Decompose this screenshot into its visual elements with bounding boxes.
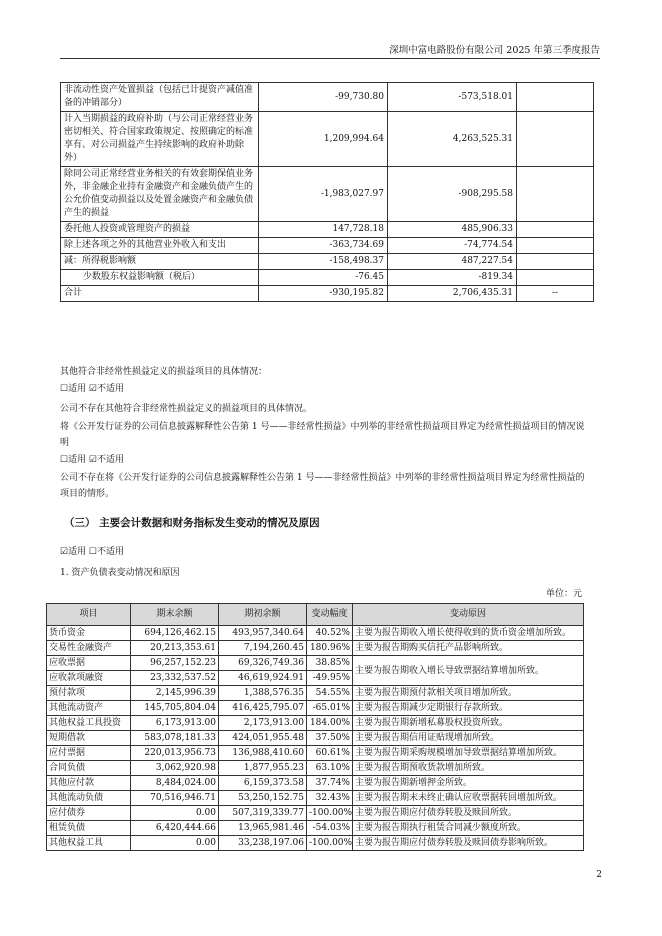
change-reason: 主要为报告期应付债券转股及赎回所致。 <box>353 806 584 821</box>
change-reason: 主要为报告期收入增长导致票据结算增加所致。 <box>353 656 584 686</box>
end-balance: 0.00 <box>131 806 219 821</box>
label: 少数股东权益影响额（税后） <box>61 270 259 286</box>
table-row <box>47 776 584 791</box>
item-name: 货币资金 <box>47 626 131 641</box>
begin-balance: 1,388,576.35 <box>219 686 307 701</box>
applicability-checkbox-1: ☐适用 ☑不适用 <box>60 384 124 394</box>
header-item: 项目 <box>47 604 131 626</box>
change-percent: -54.03% <box>307 821 353 836</box>
end-balance: 220,013,956.73 <box>131 746 219 761</box>
begin-balance: 507,319,339.77 <box>219 806 307 821</box>
table-row <box>47 761 584 776</box>
value-note <box>517 270 594 286</box>
item-name: 其他权益工具 <box>47 836 131 851</box>
item-name: 租赁负债 <box>47 821 131 836</box>
change-reason: 主要为报告期新增私募股权投资所致。 <box>353 716 584 731</box>
change-percent: 63.10% <box>307 761 353 776</box>
table-row <box>61 270 594 286</box>
header-begin-balance: 期初余额 <box>219 604 307 626</box>
value-current: -1,983,027.97 <box>259 167 388 222</box>
value-ytd: 2,706,435.31 <box>388 286 517 302</box>
end-balance: 20,213,353.61 <box>131 641 219 656</box>
value-current: -930,195.82 <box>259 286 388 302</box>
label: 除同公司正常经营业务相关的有效套期保值业务外，非金融企业持有金融资产和金融负债产生的公允价值变动损益以及处置金融资产和金融负债产生的损益 <box>61 167 259 222</box>
end-balance: 96,257,152.23 <box>131 656 219 671</box>
table-row <box>47 821 584 836</box>
table-row <box>47 731 584 746</box>
value-current: 147,728.18 <box>259 222 388 238</box>
label: 合计 <box>61 286 259 302</box>
header-change: 变动幅度 <box>307 604 353 626</box>
item-name: 应付债券 <box>47 806 131 821</box>
table-row <box>61 286 594 302</box>
value-ytd: -908,295.58 <box>388 167 517 222</box>
change-percent: 32.43% <box>307 791 353 806</box>
table-row <box>47 791 584 806</box>
change-reason: 主要为报告期收入增长使得收到的货币资金增加所致。 <box>353 626 584 641</box>
change-reason: 主要为报告期购买信托产品影响所致。 <box>353 641 584 656</box>
change-percent: -100.00% <box>307 806 353 821</box>
value-note <box>517 112 594 167</box>
table-row <box>47 641 584 656</box>
item-name: 其他流动负债 <box>47 791 131 806</box>
item-name: 应收款项融资 <box>47 671 131 686</box>
end-balance: 8,484,024.00 <box>131 776 219 791</box>
begin-balance: 33,238,197.06 <box>219 836 307 851</box>
no-other-items-statement: 公司不存在其他符合非经常性损益定义的损益项目的具体情况。 <box>60 404 313 414</box>
table-row <box>47 746 584 761</box>
change-reason: 主要为报告期减少定期银行存款所致。 <box>353 701 584 716</box>
change-percent: 40.52% <box>307 626 353 641</box>
item-name: 合同负债 <box>47 761 131 776</box>
end-balance: 0.00 <box>131 836 219 851</box>
unit-label: 单位：元 <box>545 589 582 599</box>
end-balance: 70,516,946.71 <box>131 791 219 806</box>
item-name: 短期借款 <box>47 731 131 746</box>
change-reason: 主要为报告期信用证贴现增加所致。 <box>353 731 584 746</box>
table-row <box>47 686 584 701</box>
change-reason: 主要为报告期末未终止确认应收票据转回增加所致。 <box>353 791 584 806</box>
page-number: 2 <box>596 870 602 880</box>
value-ytd: -573,518.01 <box>388 83 517 112</box>
end-balance: 6,173,913.00 <box>131 716 219 731</box>
value-ytd: -819.34 <box>388 270 517 286</box>
change-percent: 37.74% <box>307 776 353 791</box>
table-row <box>61 238 594 254</box>
change-percent: 184.00% <box>307 716 353 731</box>
section-title: （三） 主要会计数据和财务指标发生变动的情况及原因 <box>64 517 320 529</box>
item-name: 预付款项 <box>47 686 131 701</box>
value-note: -- <box>517 286 594 302</box>
item-name: 其他流动资产 <box>47 701 131 716</box>
change-percent: 37.50% <box>307 731 353 746</box>
item-name: 应付票据 <box>47 746 131 761</box>
table-row <box>61 222 594 238</box>
end-balance: 3,062,920.98 <box>131 761 219 776</box>
value-ytd: 487,227.54 <box>388 254 517 270</box>
change-percent: 180.96% <box>307 641 353 656</box>
begin-balance: 136,988,410.60 <box>219 746 307 761</box>
table-row <box>47 701 584 716</box>
value-note <box>517 254 594 270</box>
value-ytd: 4,263,525.31 <box>388 112 517 167</box>
header-reason: 变动原因 <box>353 604 584 626</box>
table-row <box>61 254 594 270</box>
value-note <box>517 222 594 238</box>
item-name: 应收票据 <box>47 656 131 671</box>
change-percent: -100.00% <box>307 836 353 851</box>
begin-balance: 2,173,913.00 <box>219 716 307 731</box>
end-balance: 6,420,444.66 <box>131 821 219 836</box>
change-reason: 主要为报告期执行租赁合同减少额度所致。 <box>353 821 584 836</box>
begin-balance: 493,957,340.64 <box>219 626 307 641</box>
balance-sheet-changes-table <box>46 603 584 851</box>
table-header-row <box>47 604 584 626</box>
label: 非流动性资产处置损益（包括已计提资产减值准备的冲销部分） <box>61 83 259 112</box>
begin-balance: 1,877,955.23 <box>219 761 307 776</box>
page-header: 深圳中富电路股份有限公司 2025 年第三季度报告 <box>389 45 600 56</box>
value-current: -76.45 <box>259 270 388 286</box>
change-reason: 主要为报告期应付债券转股及赎回债券影响所致。 <box>353 836 584 851</box>
value-note <box>517 167 594 222</box>
change-percent: 38.85% <box>307 656 353 671</box>
label: 委托他人投资或管理资产的损益 <box>61 222 259 238</box>
other-items-statement: 其他符合非经常性损益定义的损益项目的具体情况： <box>60 367 268 377</box>
begin-balance: 424,051,955.48 <box>219 731 307 746</box>
table-row <box>61 83 594 112</box>
label: 计入当期损益的政府补助（与公司正常经营业务密切相关、符合国家政策规定、按照确定的标准享有、对公司损益产生持续影响的政府补助除外） <box>61 112 259 167</box>
end-balance: 2,145,996.39 <box>131 686 219 701</box>
end-balance: 583,078,181.33 <box>131 731 219 746</box>
table-row <box>47 716 584 731</box>
change-reason: 主要为报告期新增押金所致。 <box>353 776 584 791</box>
table-row <box>47 806 584 821</box>
value-note <box>517 238 594 254</box>
non-recurring-gains-table <box>60 82 594 302</box>
change-reason: 主要为报告期预付款相关项目增加所致。 <box>353 686 584 701</box>
change-percent: -65.01% <box>307 701 353 716</box>
change-reason: 主要为报告期预收货款增加所致。 <box>353 761 584 776</box>
label: 减：所得税影响额 <box>61 254 259 270</box>
applicability-checkbox-2: ☐适用 ☑不适用 <box>60 455 124 465</box>
item-name: 其他权益工具投资 <box>47 716 131 731</box>
header-end-balance: 期末余额 <box>131 604 219 626</box>
begin-balance: 46,619,924.91 <box>219 671 307 686</box>
balance-sheet-subtitle: 1. 资产负债表变动情况和原因 <box>60 568 180 578</box>
no-reclassification-statement: 公司不存在将《公开发行证券的公司信息披露解释性公告第 1 号——非经常性损益》中列举的非经常性损益项目界定为经常性损益的项目的情形。 <box>60 473 585 499</box>
section-applicability: ☑适用 ☐不适用 <box>60 547 124 557</box>
header-rule <box>60 58 600 59</box>
value-ytd: -74,774.54 <box>388 238 517 254</box>
value-current: -99,730.80 <box>259 83 388 112</box>
change-reason: 主要为报告期采购规模增加导致票据结算增加所致。 <box>353 746 584 761</box>
begin-balance: 69,326,749.36 <box>219 656 307 671</box>
begin-balance: 7,194,260.45 <box>219 641 307 656</box>
table-row <box>61 112 594 167</box>
end-balance: 694,126,462.15 <box>131 626 219 641</box>
classification-note: 将《公开发行证券的公司信息披露解释性公告第 1 号——非经常性损益》中列举的非经常性损益项目界定为经常性损益项目的情况说明 <box>60 422 585 448</box>
value-current: -158,498.37 <box>259 254 388 270</box>
value-note <box>517 83 594 112</box>
table-row <box>61 167 594 222</box>
change-percent: 54.55% <box>307 686 353 701</box>
begin-balance: 416,425,795.07 <box>219 701 307 716</box>
item-name: 其他应付款 <box>47 776 131 791</box>
value-current: 1,209,994.64 <box>259 112 388 167</box>
label: 除上述各项之外的其他营业外收入和支出 <box>61 238 259 254</box>
value-current: -363,734.69 <box>259 238 388 254</box>
end-balance: 23,332,537.52 <box>131 671 219 686</box>
begin-balance: 13,965,981.46 <box>219 821 307 836</box>
begin-balance: 6,159,373.58 <box>219 776 307 791</box>
begin-balance: 53,250,152.75 <box>219 791 307 806</box>
change-percent: 60.61% <box>307 746 353 761</box>
item-name: 交易性金融资产 <box>47 641 131 656</box>
table-row <box>47 836 584 851</box>
table-row <box>47 626 584 641</box>
value-ytd: 485,906.33 <box>388 222 517 238</box>
change-percent: -49.95% <box>307 671 353 686</box>
table-row <box>47 656 584 671</box>
end-balance: 145,705,804.04 <box>131 701 219 716</box>
